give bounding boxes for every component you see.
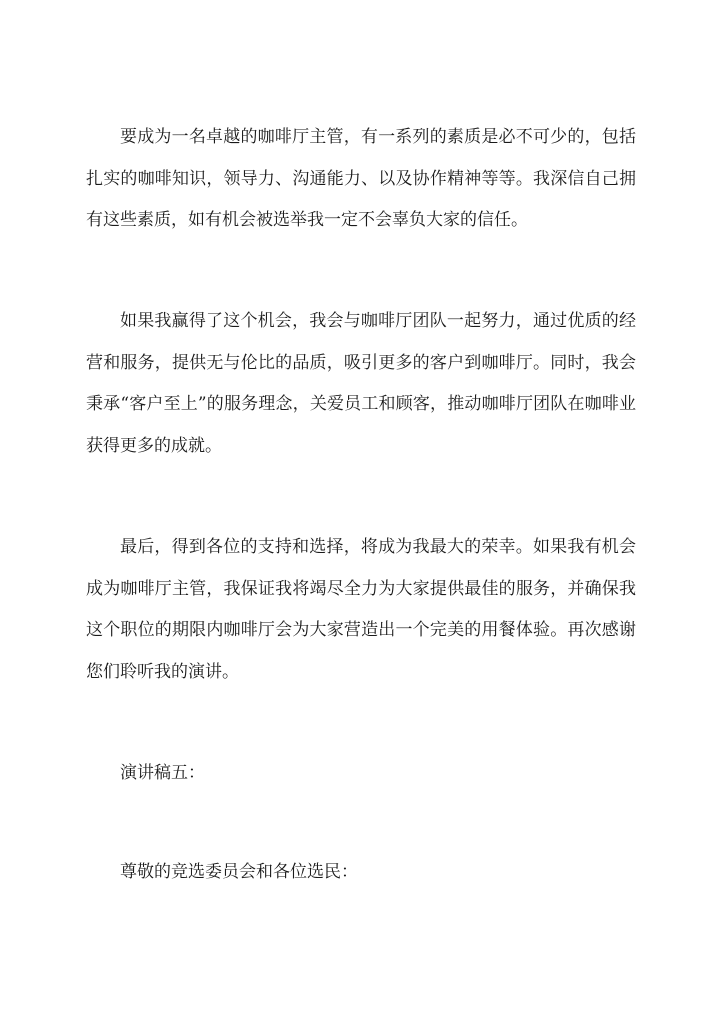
salutation: 尊敬的竞选委员会和各位选民： bbox=[120, 862, 358, 882]
paragraph-commitment: 如果我赢得了这个机会，我会与咖啡厅团队一起努力，通过优质的经营和服务，提供无与伦比的品质，吸引更多的客户到咖啡厅。同时，我会秉承“客户至上”的服务理念，关爱员工和顾客，推动咖啡厅团队在咖啡业获得更多的成就。 bbox=[86, 311, 636, 456]
paragraph-closing: 最后，得到各位的支持和选择，将成为我最大的荣幸。如果我有机会成为咖啡厅主管，我保证我将竭尽全力为大家提供最佳的服务，并确保我这个职位的期限内咖啡厅会为大家营造出一个完美的用餐体验。再次感谢您们聆听我的演讲。 bbox=[86, 537, 636, 682]
paragraph-qualities: 要成为一名卓越的咖啡厅主管，有一系列的素质是必不可少的，包括扎实的咖啡知识，领导力、沟通能力、以及协作精神等等。我深信自己拥有这些素质，如有机会被选举我一定不会辜负大家的信任。 bbox=[86, 127, 636, 230]
section-heading: 演讲稿五： bbox=[120, 763, 205, 783]
